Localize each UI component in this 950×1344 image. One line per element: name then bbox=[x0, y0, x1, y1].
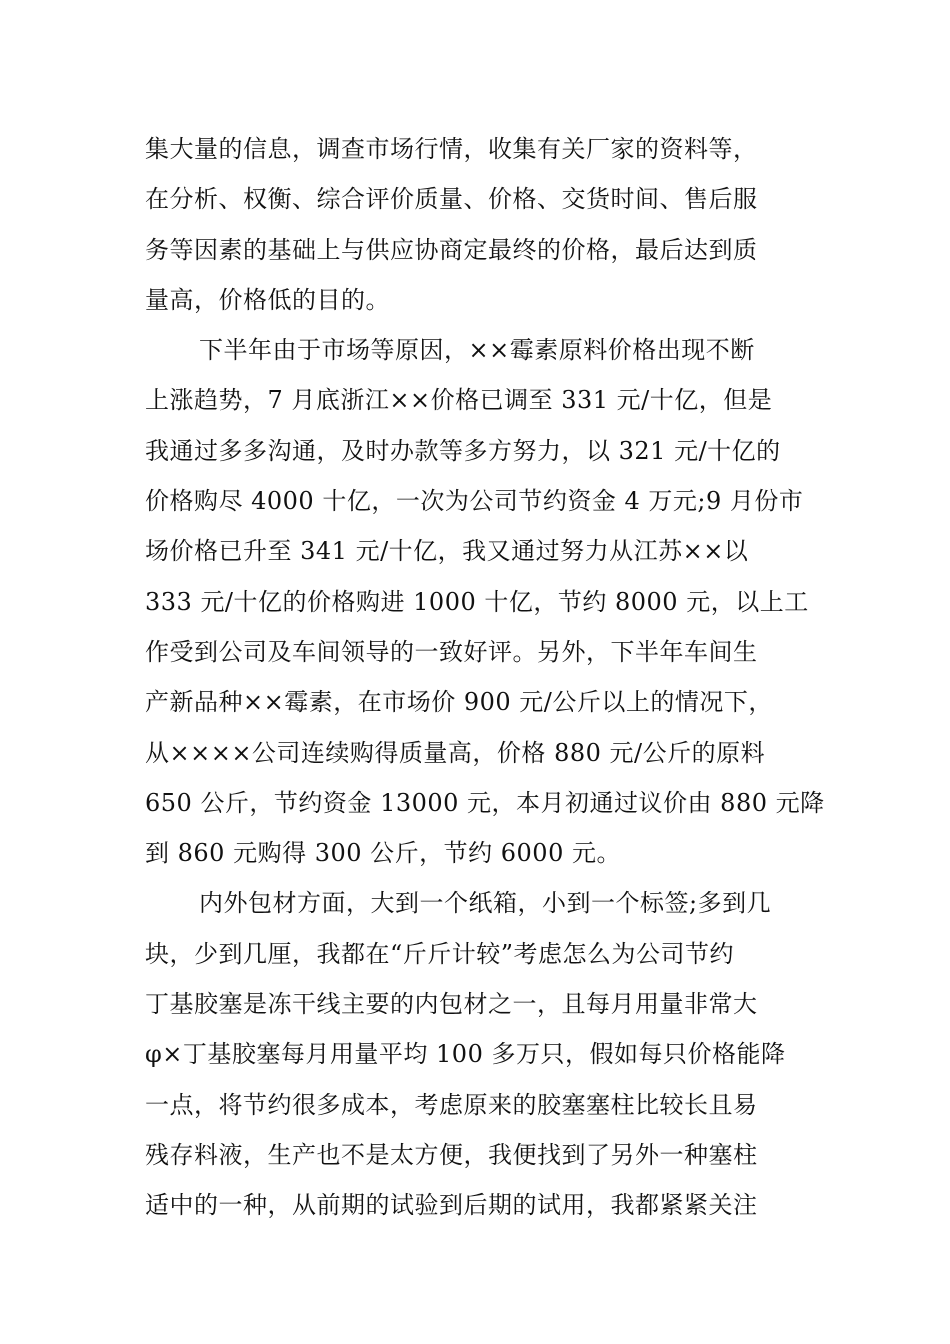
paragraph-2-line-2: 上涨趋势，7 月底浙江××价格已调至 331 元/十亿，但是 bbox=[145, 386, 773, 415]
paragraph-2-line-3: 我通过多多沟通，及时办款等多方努力，以 321 元/十亿的 bbox=[145, 436, 781, 465]
document-body bbox=[145, 124, 825, 1231]
paragraph-2-line-9: 从××××公司连续购得质量高，价格 880 元/公斤的原料 bbox=[145, 738, 766, 767]
paragraph-2-line-6: 333 元/十亿的价格购进 1000 十亿，节约 8000 元，以上工 bbox=[145, 587, 809, 616]
paragraph-3-line-1: 内外包材方面，大到一个纸箱，小到一个标签;多到几 bbox=[199, 889, 772, 918]
paragraph-2-line-10: 650 公斤，节约资金 13000 元，本月初通过议价由 880 元降 bbox=[145, 788, 825, 817]
paragraph-3-line-2: 块，少到几厘，我都在“斤斤计较”考虑怎么为公司节约 bbox=[145, 939, 735, 968]
paragraph-3-line-5: 一点，将节约很多成本，考虑原来的胶塞塞柱比较长且易 bbox=[145, 1090, 758, 1119]
paragraph-2-line-4: 价格购尽 4000 十亿，一次为公司节约资金 4 万元;9 月份市 bbox=[145, 487, 804, 516]
paragraph-3-line-3: 丁基胶塞是冻干线主要的内包材之一，且每月用量非常大 bbox=[145, 990, 758, 1019]
paragraph-2-line-7: 作受到公司及车间领导的一致好评。另外，下半年车间生 bbox=[145, 637, 758, 666]
paragraph-1-line-1: 集大量的信息，调查市场行情，收集有关厂家的资料等， bbox=[145, 135, 758, 163]
paragraph-2-line-5: 场价格已升至 341 元/十亿，我又通过努力从江苏××以 bbox=[145, 537, 749, 566]
paragraph-2-line-1: 下半年由于市场等原因，××霉素原料价格出现不断 bbox=[199, 336, 755, 365]
paragraph-1-line-4: 量高，价格低的目的。 bbox=[145, 285, 390, 314]
paragraph-1-line-3: 务等因素的基础上与供应协商定最终的价格，最后达到质 bbox=[145, 235, 758, 264]
paragraph-2-line-8: 产新品种××霉素，在市场价 900 元/公斤以上的情况下， bbox=[145, 688, 773, 717]
paragraph-3-line-6: 残存料液，生产也不是太方便，我便找到了另外一种塞柱 bbox=[145, 1140, 758, 1169]
paragraph-3-line-7: 适中的一种，从前期的试验到后期的试用，我都紧紧关注 bbox=[145, 1191, 758, 1220]
paragraph-3-line-4: φ×丁基胶塞每月用量平均 100 多万只，假如每只价格能降 bbox=[145, 1040, 786, 1069]
paragraph-1-line-2: 在分析、权衡、综合评价质量、价格、交货时间、售后服 bbox=[145, 185, 758, 214]
paragraph-2-line-11: 到 860 元购得 300 公斤，节约 6000 元。 bbox=[145, 839, 621, 868]
